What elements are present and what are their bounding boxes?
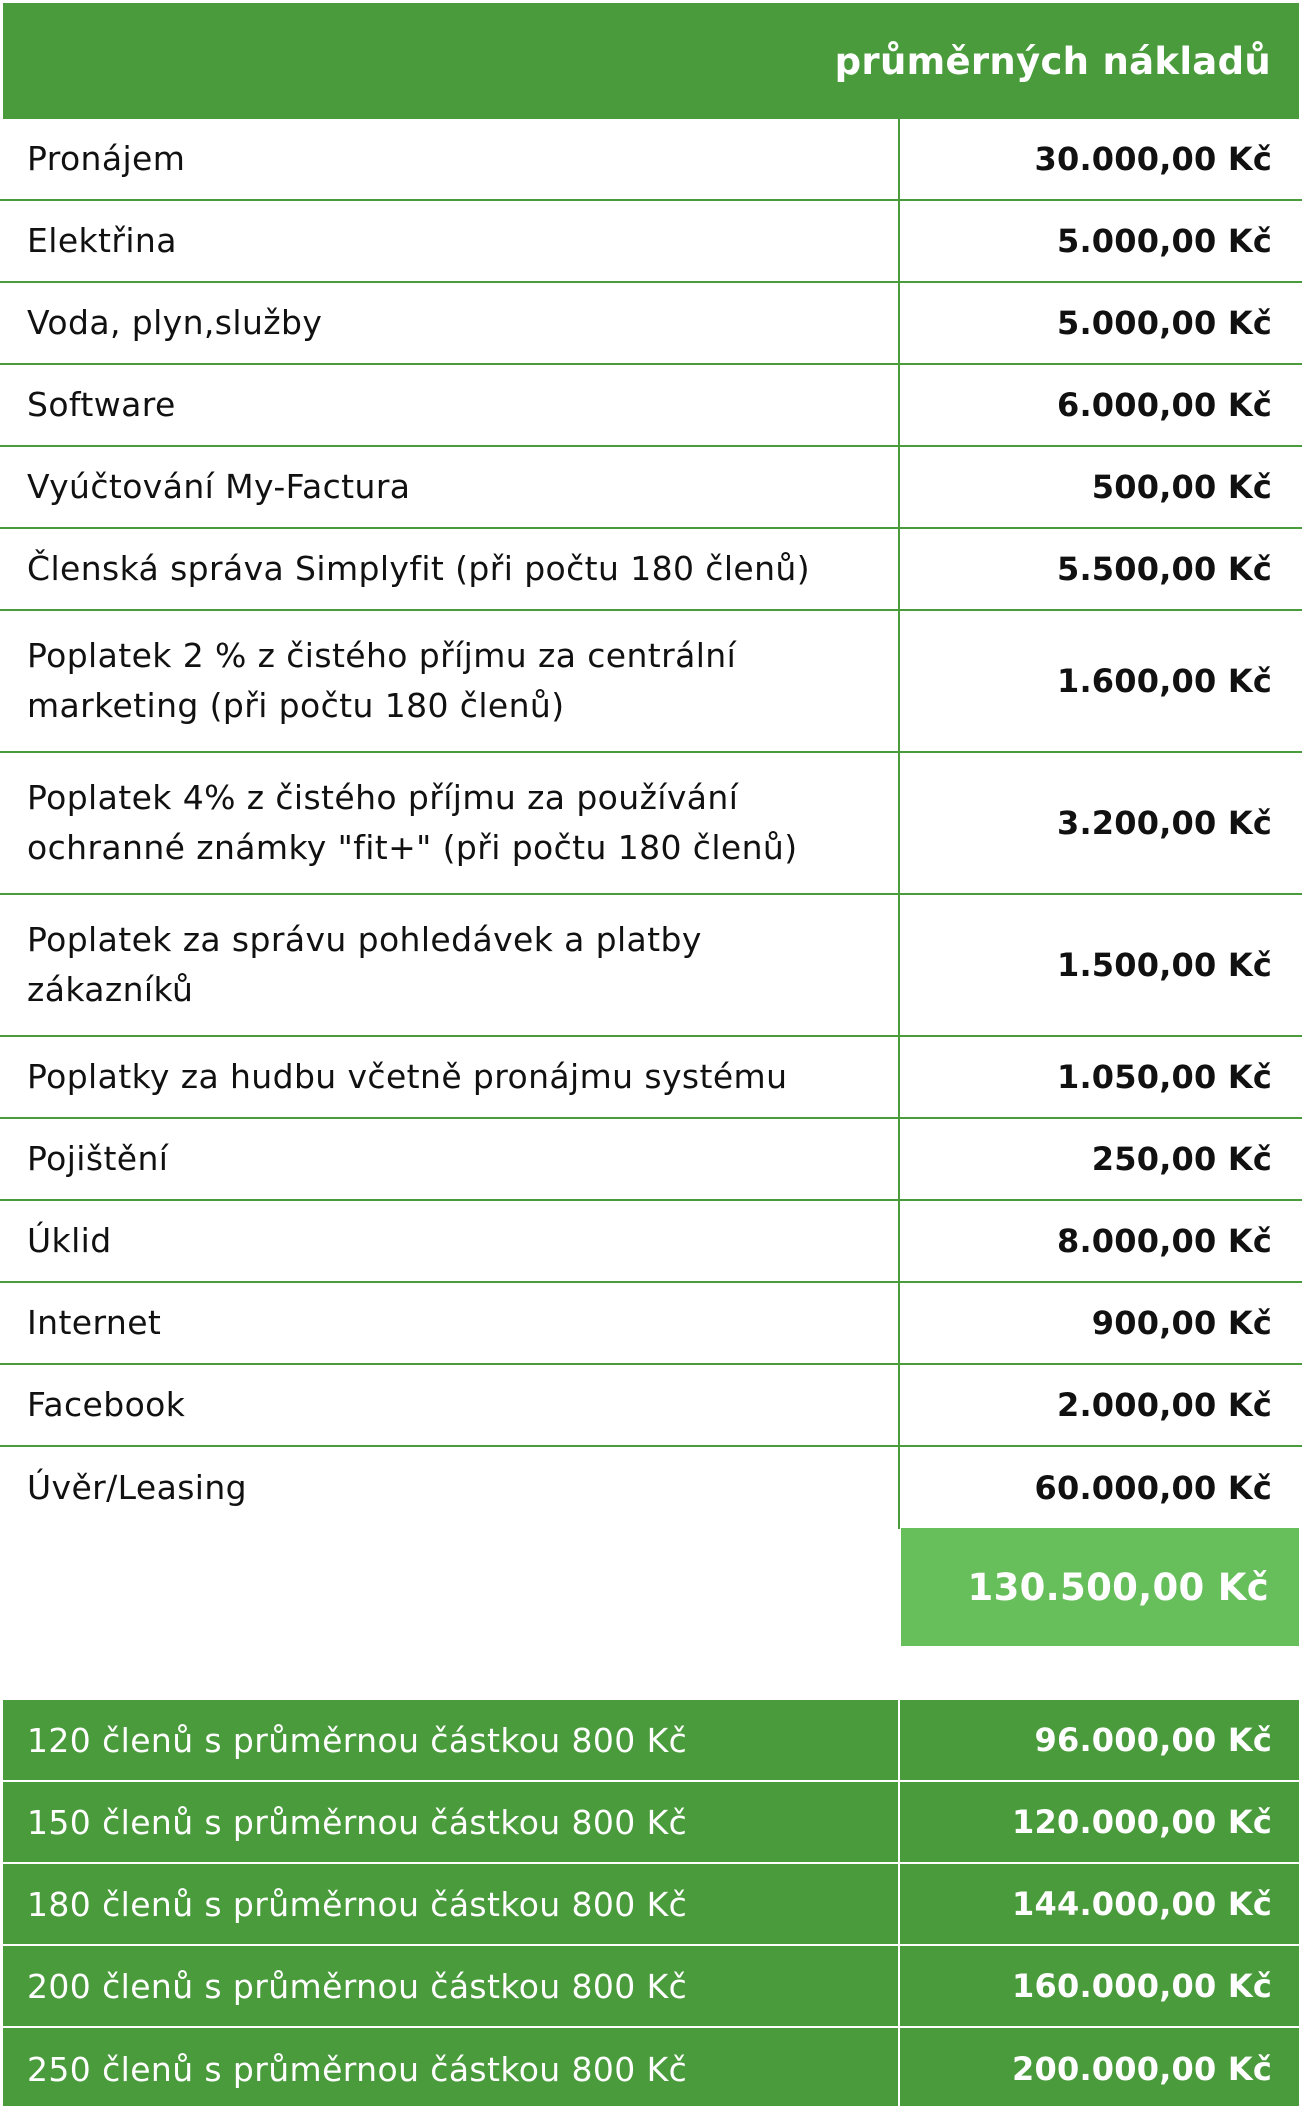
revenue-value: 144.000,00 Kč bbox=[1012, 1885, 1272, 1923]
cost-value: 60.000,00 Kč bbox=[1034, 1469, 1272, 1507]
cost-row bbox=[0, 753, 1302, 895]
cost-label: Software bbox=[0, 365, 900, 445]
table-header bbox=[3, 3, 1299, 119]
cost-label: Voda, plyn,služby bbox=[0, 283, 900, 363]
revenue-value: 160.000,00 Kč bbox=[1012, 1967, 1272, 2005]
cost-label: Elektřina bbox=[0, 201, 900, 281]
cost-label: Členská správa Simplyfit (při počtu 180 členů) bbox=[0, 529, 900, 609]
revenue-label: 180 členů s průměrnou částkou 800 Kč bbox=[3, 1864, 900, 1944]
cost-row bbox=[0, 611, 1302, 753]
cost-value: 1.050,00 Kč bbox=[1056, 1058, 1272, 1096]
revenue-row bbox=[3, 1700, 1299, 1782]
cost-row bbox=[0, 1447, 1302, 1529]
cost-value: 2.000,00 Kč bbox=[1056, 1386, 1272, 1424]
cost-label: Poplatky za hudbu včetně pronájmu systému bbox=[0, 1037, 900, 1117]
cost-value: 1.600,00 Kč bbox=[1056, 662, 1272, 700]
cost-value: 8.000,00 Kč bbox=[1056, 1222, 1272, 1260]
cost-label: Vyúčtování My-Factura bbox=[0, 447, 900, 527]
header-title: průměrných nákladů bbox=[834, 39, 1271, 83]
revenue-row bbox=[3, 1946, 1299, 2028]
cost-label: Úklid bbox=[0, 1201, 900, 1281]
cost-value: 900,00 Kč bbox=[1091, 1304, 1272, 1342]
cost-value: 5.500,00 Kč bbox=[1056, 550, 1272, 588]
revenue-value: 120.000,00 Kč bbox=[1012, 1803, 1272, 1841]
revenue-label: 120 členů s průměrnou částkou 800 Kč bbox=[3, 1700, 900, 1780]
revenue-label: 150 členů s průměrnou částkou 800 Kč bbox=[3, 1782, 900, 1862]
cost-value: 1.500,00 Kč bbox=[1056, 946, 1272, 984]
cost-row bbox=[0, 1201, 1302, 1283]
cost-row bbox=[0, 1365, 1302, 1447]
cost-table bbox=[0, 119, 1302, 1529]
cost-row bbox=[0, 1119, 1302, 1201]
cost-value: 30.000,00 Kč bbox=[1034, 140, 1272, 178]
cost-label: Úvěr/Leasing bbox=[0, 1447, 900, 1529]
cost-row bbox=[0, 365, 1302, 447]
cost-row bbox=[0, 1037, 1302, 1119]
revenue-label: 250 členů s průměrnou částkou 800 Kč bbox=[3, 2028, 900, 2106]
cost-row bbox=[0, 201, 1302, 283]
revenue-value: 96.000,00 Kč bbox=[1034, 1721, 1272, 1759]
cost-row bbox=[0, 447, 1302, 529]
cost-value: 5.000,00 Kč bbox=[1056, 304, 1272, 342]
cost-label: Facebook bbox=[0, 1365, 900, 1445]
cost-row bbox=[0, 529, 1302, 611]
cost-row bbox=[0, 895, 1302, 1037]
revenue-row bbox=[3, 1782, 1299, 1864]
cost-value: 3.200,00 Kč bbox=[1056, 804, 1272, 842]
cost-row bbox=[0, 283, 1302, 365]
cost-label: Pojištění bbox=[0, 1119, 900, 1199]
cost-value: 6.000,00 Kč bbox=[1056, 386, 1272, 424]
revenue-row bbox=[3, 1864, 1299, 1946]
revenue-table bbox=[3, 1700, 1299, 2106]
cost-label: Poplatek 4% z čistého příjmu za používání ochranné známky "fit+" (při počtu 180 členů) bbox=[0, 753, 900, 893]
cost-label: Poplatek 2 % z čistého příjmu za centrální marketing (při počtu 180 členů) bbox=[0, 611, 900, 751]
cost-label: Internet bbox=[0, 1283, 900, 1363]
revenue-value: 200.000,00 Kč bbox=[1012, 2050, 1272, 2088]
cost-label: Pronájem bbox=[0, 119, 900, 199]
revenue-label: 200 členů s průměrnou částkou 800 Kč bbox=[3, 1946, 900, 2026]
cost-value: 500,00 Kč bbox=[1091, 468, 1272, 506]
cost-row bbox=[0, 119, 1302, 201]
cost-value: 250,00 Kč bbox=[1091, 1140, 1272, 1178]
cost-row bbox=[0, 1283, 1302, 1365]
cost-value: 5.000,00 Kč bbox=[1056, 222, 1272, 260]
total-cost: 130.500,00 Kč bbox=[901, 1528, 1299, 1646]
revenue-row bbox=[3, 2028, 1299, 2106]
cost-label: Poplatek za správu pohledávek a platby zákazníků bbox=[0, 895, 900, 1035]
